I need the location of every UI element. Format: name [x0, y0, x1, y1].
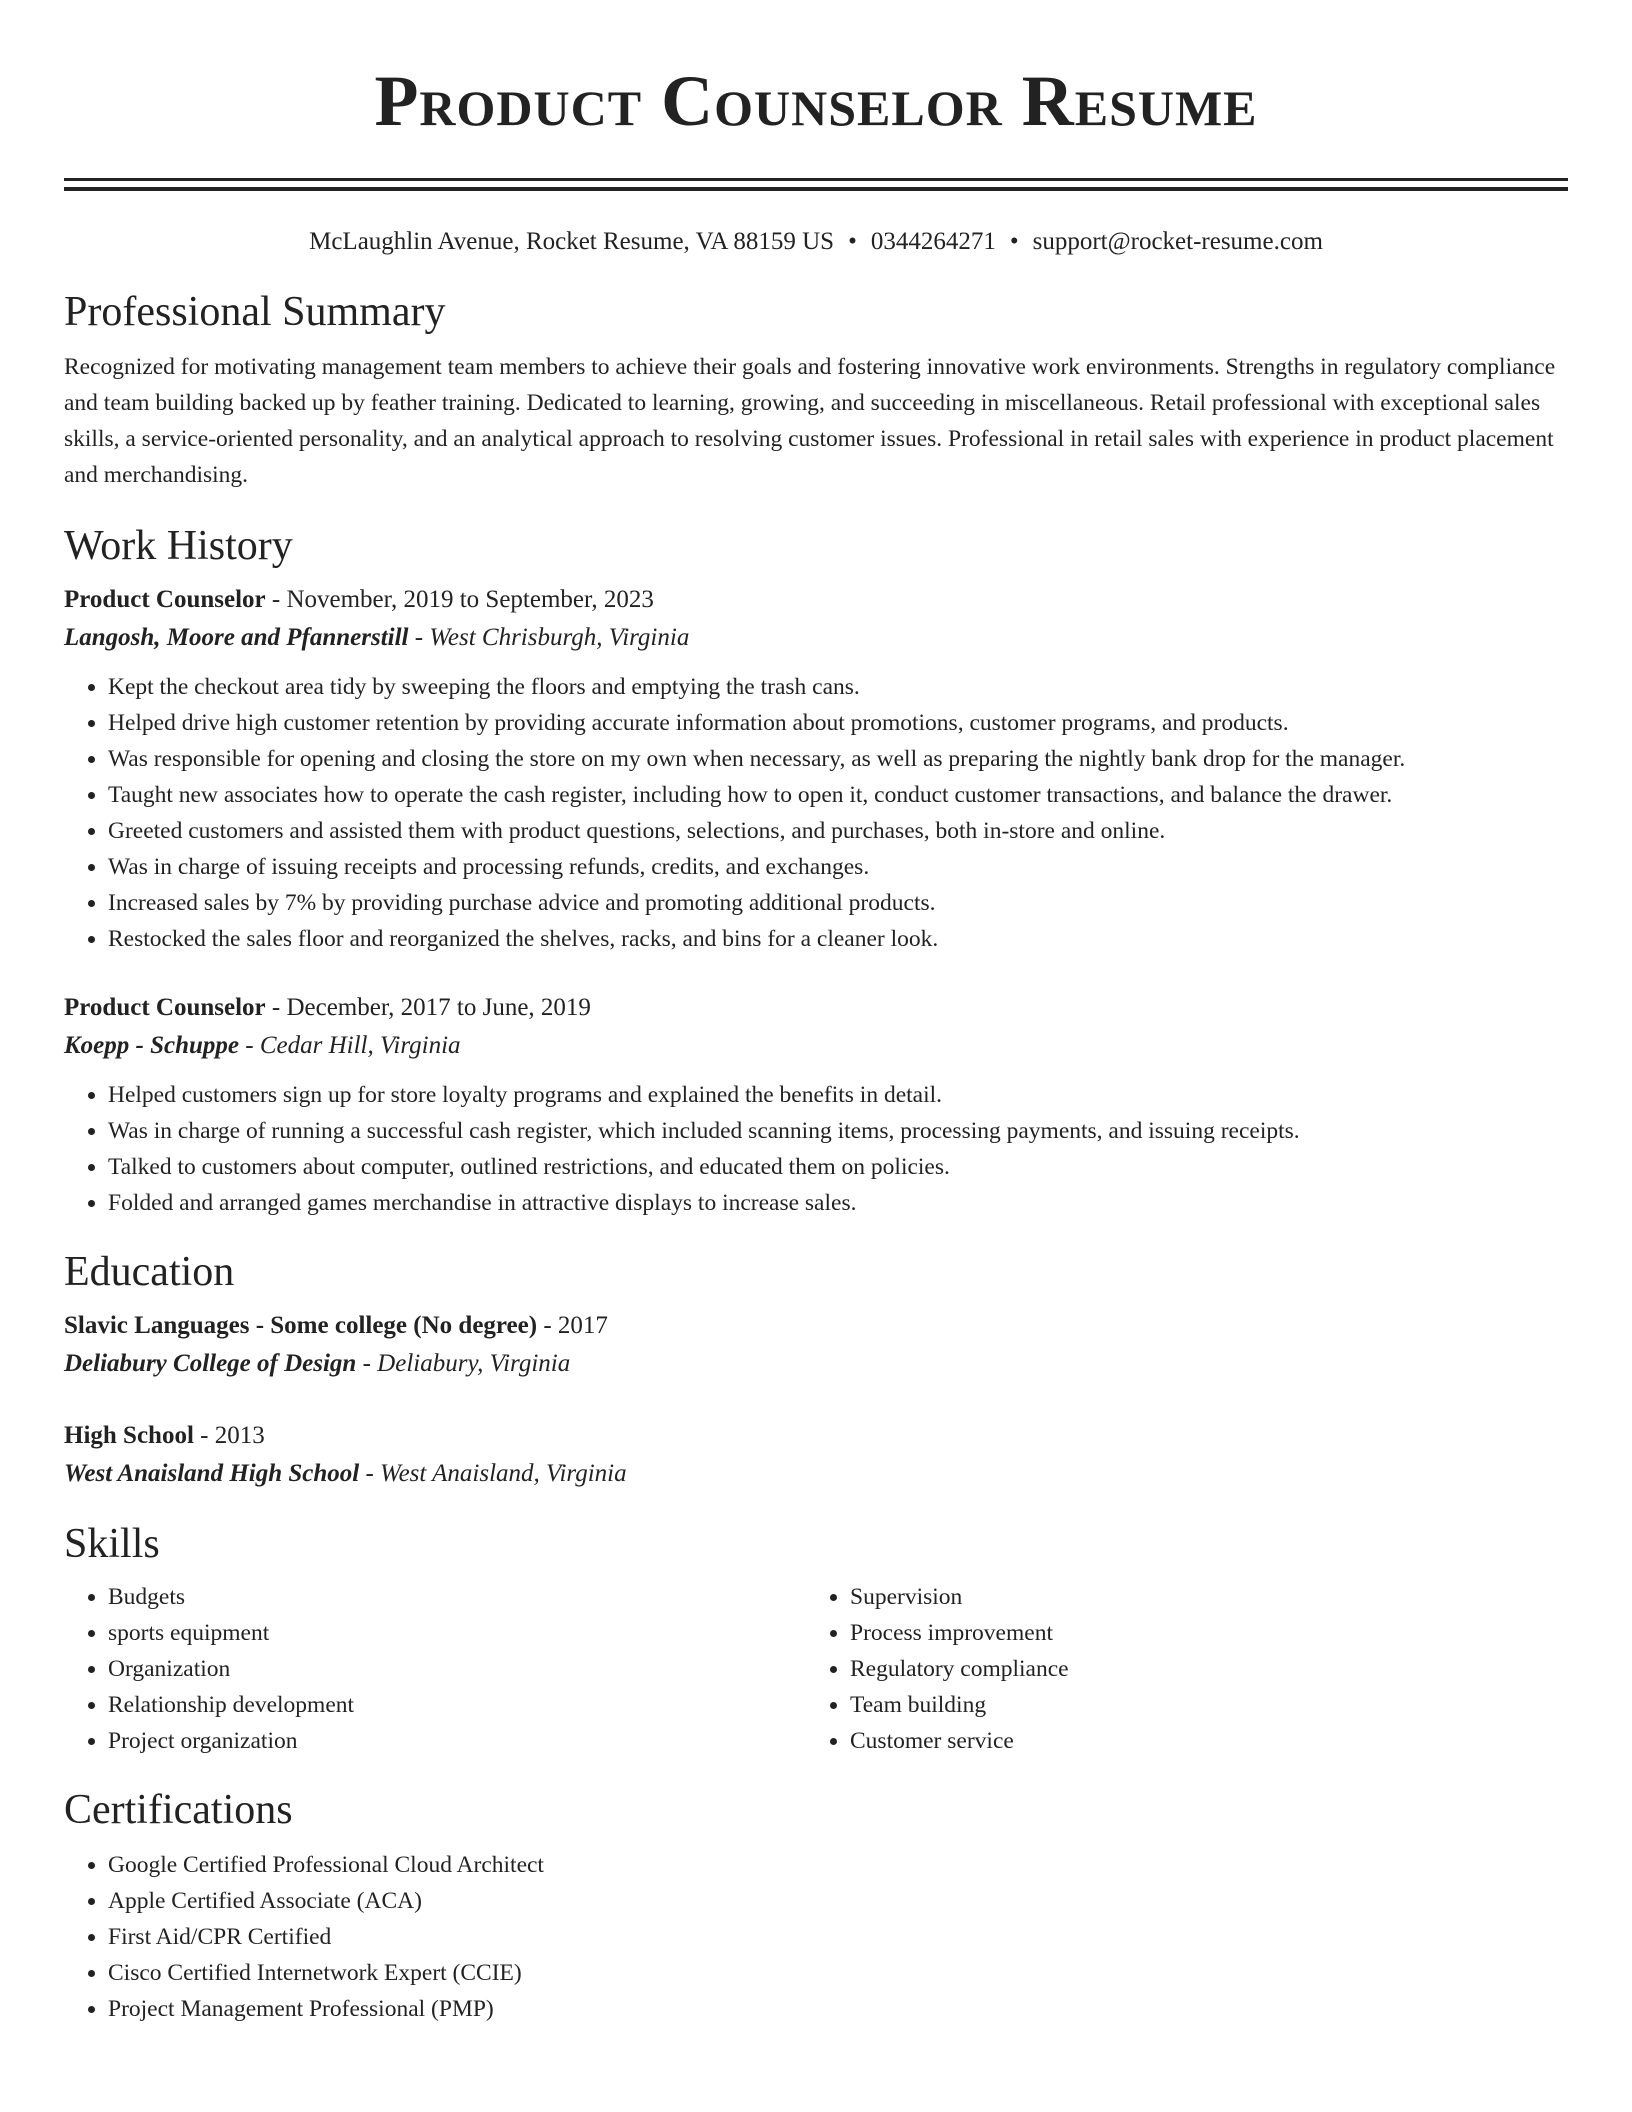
job-duty: • Helped customers sign up for store loyalty programs and explained the benefits in detail.	[108, 1077, 1568, 1113]
work-history-heading: Work History	[64, 523, 293, 569]
job-duties-list	[64, 1077, 1568, 1221]
job-header	[64, 581, 1568, 619]
summary-heading: Professional Summary	[64, 289, 446, 335]
job-duty: • Increased sales by 7% by providing purchase advice and promoting additional products.	[108, 885, 1568, 921]
job-duty: • Was in charge of running a successful cash register, which included scanning items, processing payments, and issuing receipts.	[108, 1113, 1568, 1149]
job-duty: • Greeted customers and assisted them with product questions, selections, and purchases, both in-store and online.	[108, 813, 1568, 849]
summary-text: Recognized for motivating management team members to achieve their goals and fostering innovative work environments. Strengths in regulatory compliance and team building backed up by feather training. Dedicated to learning, growing, and succeeding in miscellaneous. Retail professional with exceptional sales skills, a service-oriented personality, and an analytical approach to resolving customer issues. Professional in retail sales with experience in product placement and merchandising.	[64, 354, 1556, 488]
job-duty: • Talked to customers about computer, outlined restrictions, and educated them on policies.	[108, 1149, 1568, 1185]
skill-item: • Team building	[850, 1687, 1548, 1723]
certification-item: • Apple Certified Associate (ACA)	[108, 1883, 1568, 1919]
job-dates: - November, 2019 to September, 2023	[265, 586, 654, 613]
job-employer	[64, 619, 1568, 657]
job-location: - West Chrisburgh, Virginia	[408, 624, 690, 651]
education-school-line	[64, 1345, 1568, 1383]
skill-item: • Regulatory compliance	[850, 1651, 1548, 1687]
job-duties-list	[64, 669, 1568, 957]
education-degree: Slavic Languages - Some college (No degree)	[64, 1312, 538, 1339]
skill-item: • sports equipment	[108, 1615, 806, 1651]
education-location: - Deliabury, Virginia	[356, 1350, 571, 1377]
skill-item: • Supervision	[850, 1579, 1548, 1615]
skills-list	[64, 1579, 806, 1759]
job-duty: • Was responsible for opening and closing the store on my own when necessary, as well as preparing the nightly bank drop for the manager.	[108, 741, 1568, 777]
education-school-line	[64, 1455, 1568, 1493]
job-company: Koepp - Schuppe	[64, 1032, 239, 1059]
skills-heading: Skills	[64, 1521, 160, 1567]
job-entry	[64, 989, 1568, 1221]
contact-line	[64, 225, 1568, 259]
certification-item: • Project Management Professional (PMP)	[108, 1991, 1568, 2027]
job-duty: • Helped drive high customer retention by providing accurate information about promotions, customer programs, and products.	[108, 705, 1568, 741]
skills-list	[806, 1579, 1548, 1759]
job-title: Product Counselor	[64, 586, 266, 613]
contact-email: support@rocket-resume.com	[1032, 228, 1323, 255]
skill-item: • Project organization	[108, 1723, 806, 1759]
education-year: - 2017	[537, 1312, 608, 1339]
job-company: Langosh, Moore and Pfannerstill	[64, 624, 409, 651]
education-entry	[64, 1307, 1568, 1383]
job-duty: • Taught new associates how to operate the cash register, including how to open it, conduct customer transactions, and balance the drawer.	[108, 777, 1568, 813]
job-title: Product Counselor	[64, 994, 266, 1021]
certification-item: • Cisco Certified Internetwork Expert (CCIE)	[108, 1955, 1568, 1991]
certification-item: • Google Certified Professional Cloud Architect	[108, 1847, 1568, 1883]
skills-column-left	[64, 1579, 806, 1759]
job-duty: • Folded and arranged games merchandise in attractive displays to increase sales.	[108, 1185, 1568, 1221]
skill-item: • Organization	[108, 1651, 806, 1687]
job-dates: - December, 2017 to June, 2019	[265, 994, 591, 1021]
resume-title: Product Counselor Resume	[374, 61, 1258, 141]
skills-section	[64, 1519, 1568, 1759]
job-duty: • Kept the checkout area tidy by sweeping the floors and emptying the trash cans.	[108, 669, 1568, 705]
contact-phone: 0344264271	[870, 228, 996, 255]
certification-item: • First Aid/CPR Certified	[108, 1919, 1568, 1955]
job-location: - Cedar Hill, Virginia	[239, 1032, 461, 1059]
work-history-section	[64, 521, 1568, 1221]
job-employer	[64, 1027, 1568, 1065]
education-header	[64, 1307, 1568, 1345]
skill-item: • Process improvement	[850, 1615, 1548, 1651]
skill-item: • Customer service	[850, 1723, 1548, 1759]
job-duty: • Restocked the sales floor and reorganized the shelves, racks, and bins for a cleaner look.	[108, 921, 1568, 957]
contact-address: McLaughlin Avenue, Rocket Resume, VA 88159 US	[309, 228, 835, 255]
education-entry	[64, 1417, 1568, 1493]
skills-grid	[64, 1579, 1568, 1759]
skill-item: • Budgets	[108, 1579, 806, 1615]
certifications-section	[64, 1785, 1568, 2027]
contact-separator: •	[1009, 228, 1019, 255]
education-school: Deliabury College of Design	[64, 1350, 357, 1377]
certifications-heading: Certifications	[64, 1787, 293, 1833]
education-section	[64, 1247, 1568, 1493]
education-school: West Anaisland High School	[64, 1460, 360, 1487]
skill-item: • Relationship development	[108, 1687, 806, 1723]
job-entry	[64, 581, 1568, 957]
contact-separator: •	[848, 228, 857, 255]
education-header	[64, 1417, 1568, 1455]
skills-column-right	[806, 1579, 1548, 1759]
education-location: - West Anaisland, Virginia	[359, 1460, 627, 1487]
job-duty: • Was in charge of issuing receipts and processing refunds, credits, and exchanges.	[108, 849, 1568, 885]
education-degree: High School	[64, 1422, 194, 1449]
job-header	[64, 989, 1568, 1027]
summary-section	[64, 287, 1568, 493]
title-double-rule	[64, 178, 1568, 191]
certifications-list	[64, 1847, 1568, 2027]
education-year: - 2013	[193, 1422, 265, 1449]
education-heading: Education	[64, 1249, 235, 1295]
